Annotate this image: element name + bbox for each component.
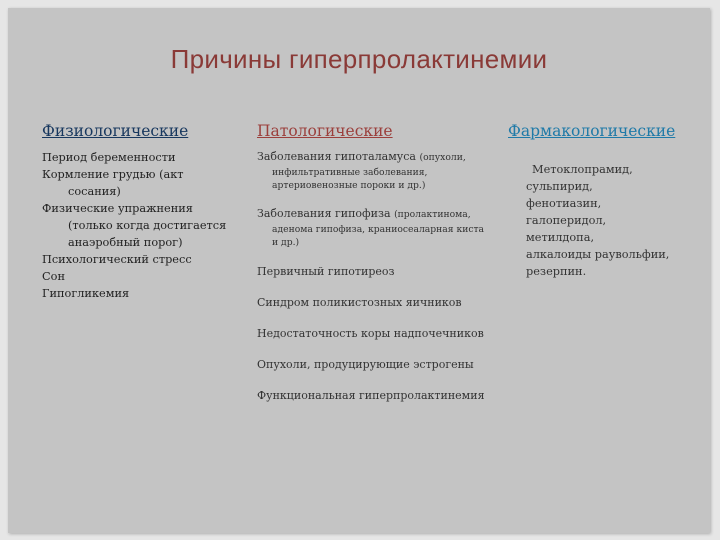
list-item: сосания): [68, 185, 121, 198]
list-item: анаэробный порог): [68, 236, 183, 249]
list-item: сульпирид,: [526, 180, 593, 193]
list-item: Период беременности: [42, 151, 176, 164]
list-item: [257, 149, 485, 192]
list-item: фенотиазин,: [526, 197, 602, 210]
hypothalamus-sub: инфильтративные заболевания,: [272, 167, 428, 178]
list-item: [257, 206, 485, 249]
hypothalamus-note: (опухоли,: [419, 152, 466, 163]
list-item: Недостаточность коры надпочечников: [257, 327, 484, 340]
pituitary-note: (пролактинома,: [394, 209, 471, 220]
list-item: Метоклопрамид,: [532, 163, 633, 176]
list-item: Физические упражнения: [42, 202, 193, 215]
list-item: Кормление грудью (акт: [42, 168, 184, 181]
list-item: резерпин.: [526, 265, 587, 278]
pathological-list: [257, 149, 485, 404]
physiological-list: [42, 149, 226, 302]
list-item: алкалоиды раувольфии,: [526, 248, 670, 261]
list-item: Функциональная гиперпролактинемия: [257, 389, 485, 402]
list-item: Опухоли, продуцирующие эстрогены: [257, 358, 474, 371]
list-item: (только когда достигается: [68, 219, 227, 232]
pituitary-sub: аденома гипофиза, краниосеаларная киста: [272, 224, 485, 235]
pharmacological-heading: Фармакологические: [508, 122, 676, 140]
list-item: Психологический стресс: [42, 253, 192, 266]
slide-title: Причины гиперпролактинемии: [170, 44, 548, 74]
hypothalamus-sub: артериовенозные пороки и др.): [272, 180, 426, 191]
pituitary-sub: и др.): [272, 237, 300, 248]
physiological-heading: Физиологические: [42, 122, 189, 140]
list-item: Первичный гипотиреоз: [257, 265, 395, 278]
list-item: Сон: [42, 270, 65, 283]
pharmacological-list: [508, 161, 669, 280]
list-item: галоперидол,: [526, 214, 607, 227]
list-item: метилдопа,: [526, 231, 595, 244]
slide: [8, 8, 710, 533]
pathological-heading: Патологические: [257, 122, 393, 140]
list-item: Синдром поликистозных яичников: [257, 296, 462, 309]
pituitary-main: Заболевания гипофиза: [257, 207, 391, 220]
hypothalamus-main: Заболевания гипоталамуса: [257, 150, 416, 163]
list-item: Гипогликемия: [42, 287, 130, 300]
